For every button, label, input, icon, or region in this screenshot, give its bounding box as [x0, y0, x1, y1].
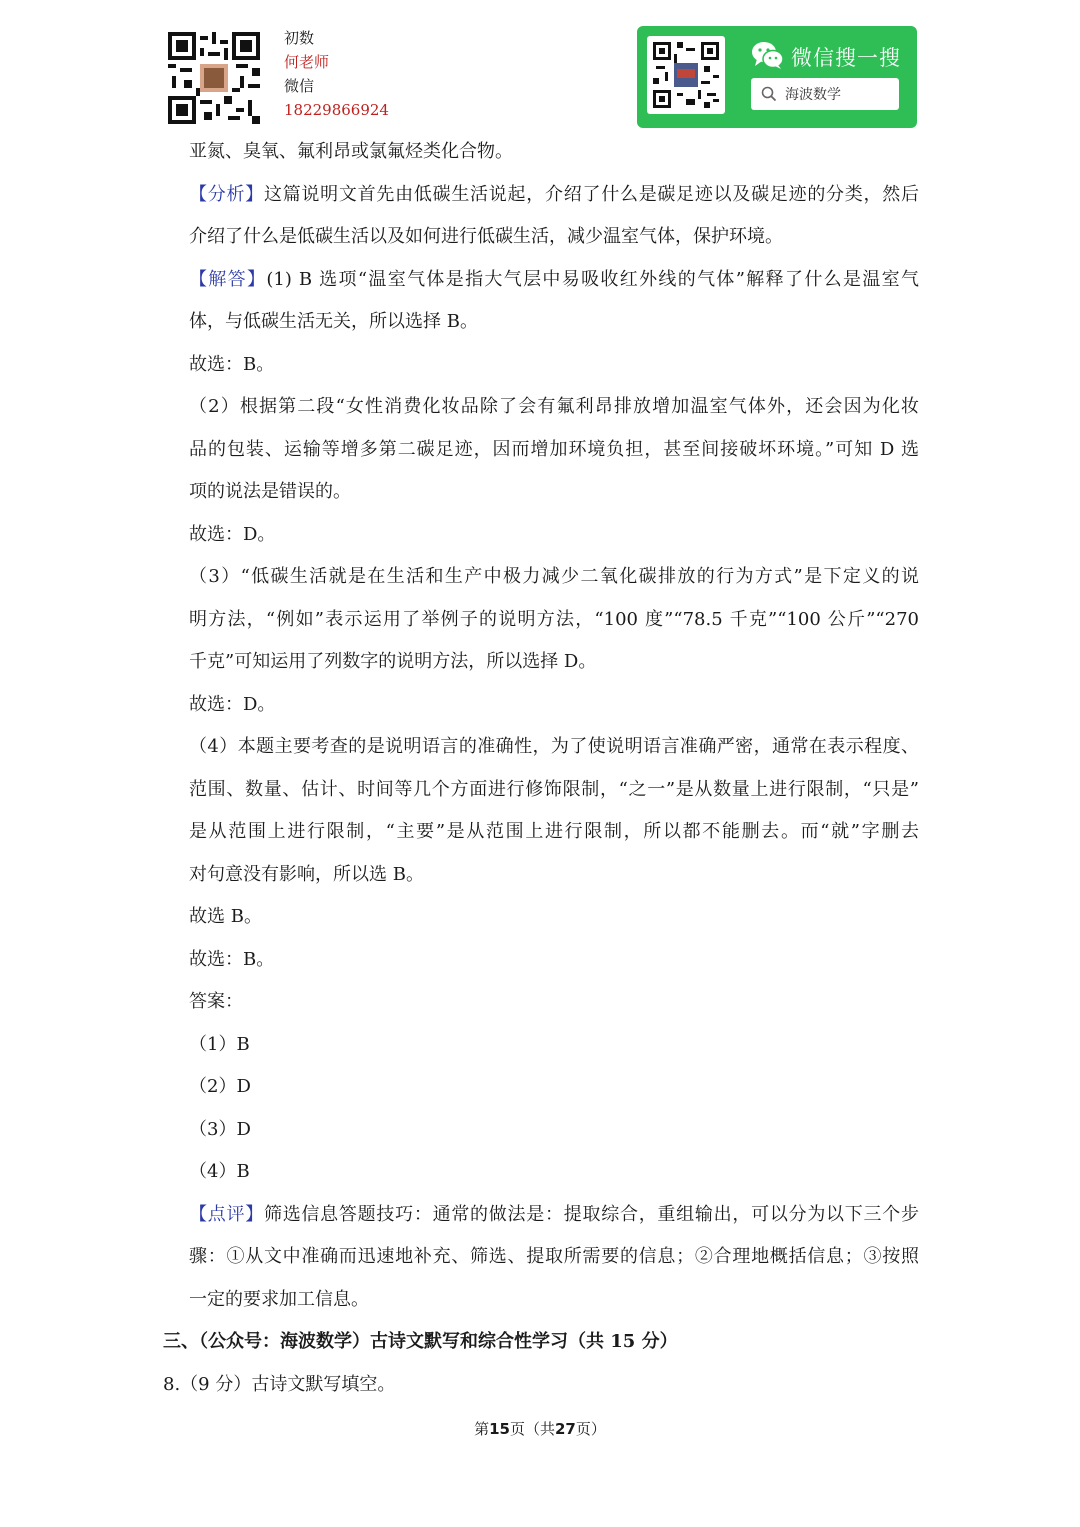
comment-tag: 【点评】 [189, 1204, 264, 1225]
text-line: （3）“低碳生活就是在生活和生产中极力减少二氧化碳排放的行为方式”是下定义的说 [189, 566, 919, 587]
text-line: 介绍了什么是低碳生活以及如何进行低碳生活，减少温室气体，保护环境。 [189, 226, 783, 247]
text-line: 一定的要求加工信息。 [189, 1289, 369, 1310]
text-line: 骤：①从文中准确而迅速地补充、筛选、提取所需要的信息；②合理地概括信息；③按照 [189, 1246, 919, 1267]
comment-paragraph [189, 1203, 919, 1227]
text-line: 这篇说明文首先由低碳生活说起，介绍了什么是碳足迹以及碳足迹的分类，然后 [263, 184, 920, 205]
text-line: 项的说法是错误的。 [189, 481, 351, 502]
answer-paragraph [189, 268, 919, 292]
answer-item: （4）B [189, 1161, 250, 1182]
section-heading: 三、（公众号：海波数学）古诗文默写和综合性学习（共 15 分） [163, 1331, 678, 1352]
text-line: （4）本题主要考查的是说明语言的准确性，为了使说明语言准确严密，通常在表示程度、 [189, 736, 919, 757]
search-keyword: 海波数学 [785, 87, 841, 103]
text-line: 故选：D。 [189, 694, 276, 715]
current-page: 15 [489, 1420, 510, 1438]
text-line: 千克”可知运用了列数字的说明方法，所以选择 D。 [189, 651, 597, 672]
wechat-search-title: 微信搜一搜 [791, 46, 901, 70]
text-line: 范围、数量、估计、时间等几个方面进行修饰限制，“之一”是从数量上进行限制，“只是” [189, 779, 919, 800]
search-icon [761, 86, 777, 102]
answer-item: （1）B [189, 1034, 250, 1055]
analysis-tag: 【分析】 [189, 184, 264, 205]
page-footer [0, 1418, 1080, 1439]
text-line: (1) B 选项“温室气体是指大气层中易吸收红外线的气体”解释了什么是温室气 [266, 269, 919, 290]
footer-prefix: 第 [474, 1420, 490, 1438]
text-line: 答案： [189, 991, 243, 1012]
contact-info [284, 26, 389, 122]
footer-mid: 页（共 [509, 1420, 555, 1438]
answer-tag: 【解答】 [189, 269, 267, 290]
wechat-logo-icon [751, 40, 785, 70]
subject-label: 初数 [284, 29, 315, 47]
text-line: 品的包装、运输等增多第二碳足迹，因而增加环境负担，甚至间接破坏环境。”可知 D 选 [189, 439, 919, 460]
text-line: 对句意没有影响，所以选 B。 [189, 864, 424, 885]
qr-code-contact [168, 32, 260, 124]
text-line: 故选：D。 [189, 524, 276, 545]
text-line: 明方法，“例如”表示运用了举例子的说明方法，“100 度”“78.5 千克”“100 公斤”“270 [189, 609, 919, 630]
text-line: 是从范围上进行限制，“主要”是从范围上进行限制，所以都不能删去。而“就”字删去 [189, 821, 919, 842]
footer-suffix: 页） [575, 1420, 606, 1438]
text-line: 故选：B。 [189, 949, 275, 970]
text-line: （2）根据第二段“女性消费化妆品除了会有氟利昂排放增加温室气体外，还会因为化妆 [189, 396, 919, 417]
wechat-search-card[interactable] [637, 26, 917, 128]
teacher-name: 何老师 [284, 53, 330, 71]
answer-item: （2）D [189, 1076, 251, 1097]
wechat-search-box[interactable] [751, 78, 899, 110]
text-line: 亚氮、臭氧、氟利昂或氯氟烃类化合物。 [189, 141, 513, 162]
analysis-paragraph [189, 183, 919, 207]
phone-number: 18229866924 [284, 101, 389, 119]
wechat-qr-code [647, 36, 725, 114]
text-line: 故选 B。 [189, 906, 262, 927]
text-line: 筛选信息答题技巧：通常的做法是：提取综合，重组输出，可以分为以下三个步 [263, 1204, 920, 1225]
text-line: 体，与低碳生活无关，所以选择 B。 [189, 311, 478, 332]
wechat-label: 微信 [284, 77, 315, 95]
total-pages: 27 [555, 1420, 576, 1438]
question-8: 8.（9 分）古诗文默写填空。 [163, 1374, 396, 1395]
answer-item: （3）D [189, 1119, 251, 1140]
text-line: 故选：B。 [189, 354, 275, 375]
